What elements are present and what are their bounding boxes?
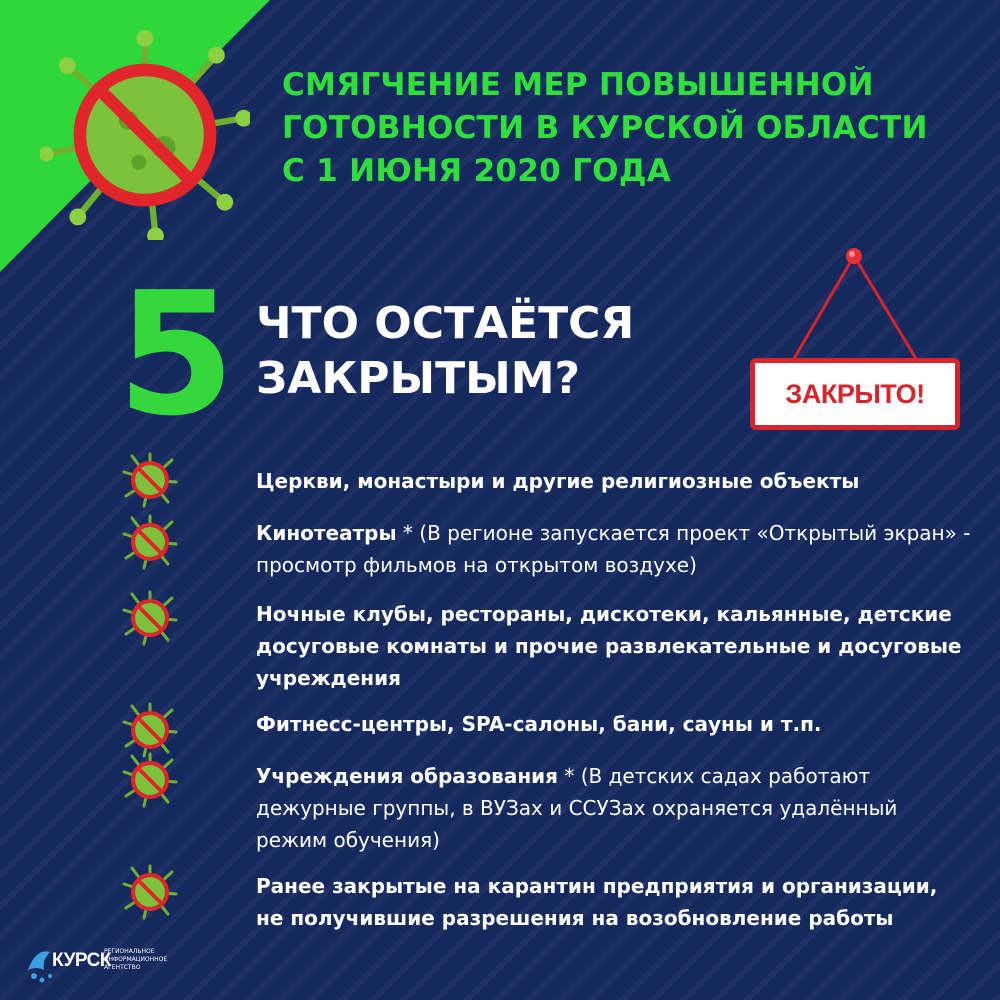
list-item — [256, 760, 971, 856]
header-title-line: С 1 ИЮНЯ 2020 ГОДА — [282, 153, 672, 189]
sign-board — [750, 358, 960, 430]
list-item — [256, 708, 971, 740]
logo-subtitle: РЕГИОНАЛЬНОЕ ИНФОРМАЦИОННОЕ АГЕНТСТВО — [104, 948, 168, 971]
crossed-virus-icon — [120, 512, 180, 572]
list-item — [256, 870, 971, 934]
list-item-main: Учреждения образования — [256, 764, 558, 788]
crossed-virus-icon — [40, 30, 250, 240]
crossed-virus-icon — [120, 862, 180, 922]
crossed-virus-icon — [120, 450, 180, 510]
section-number: 5 — [116, 256, 232, 454]
crossed-virus-icon — [120, 750, 180, 810]
list-item — [256, 598, 971, 694]
list-item-main: Церкви, монастыри и другие религиозные объекты — [256, 469, 860, 493]
crossed-virus-icon — [120, 588, 180, 648]
section-heading-line: ЗАКРЫТЫМ? — [256, 353, 581, 404]
list-item-main: Фитнесс-центры, SPA-салоны, бани, сауны и т.п. — [256, 712, 822, 736]
section-heading — [256, 296, 736, 406]
section-heading-line: ЧТО ОСТАЁТСЯ — [256, 298, 635, 349]
list-item-note: * (В детских садах работают дежурные группы, в ВУЗах и ССУЗах охраняется удалённый режим обучения) — [256, 764, 898, 852]
header-title — [282, 64, 982, 193]
list-item-main: Кинотеатры — [256, 521, 397, 545]
list-item — [256, 465, 971, 497]
closed-sign — [740, 240, 980, 450]
sign-text: ЗАКРЫТО! — [785, 378, 925, 409]
list-item-note: * (В регионе запускается проект «Открытый экран» - просмотр фильмов на открытом воздухе) — [256, 521, 971, 577]
list-item-main: Ночные клубы, рестораны, дискотеки, кальянные, детские досуговые комнаты и прочие развлекательные и досуговые учреждения — [256, 602, 962, 690]
list-item — [256, 517, 971, 581]
header-title-line: СМЯГЧЕНИЕ МЕР ПОВЫШЕННОЙ — [282, 67, 874, 103]
header-title-line: ГОТОВНОСТИ В КУРСКОЙ ОБЛАСТИ — [282, 110, 928, 146]
logo-name: КУРСК — [52, 950, 111, 971]
list-item-main: Ранее закрытые на карантин предприятия и организации, не получившие разрешения на возобновление работы — [256, 874, 938, 930]
